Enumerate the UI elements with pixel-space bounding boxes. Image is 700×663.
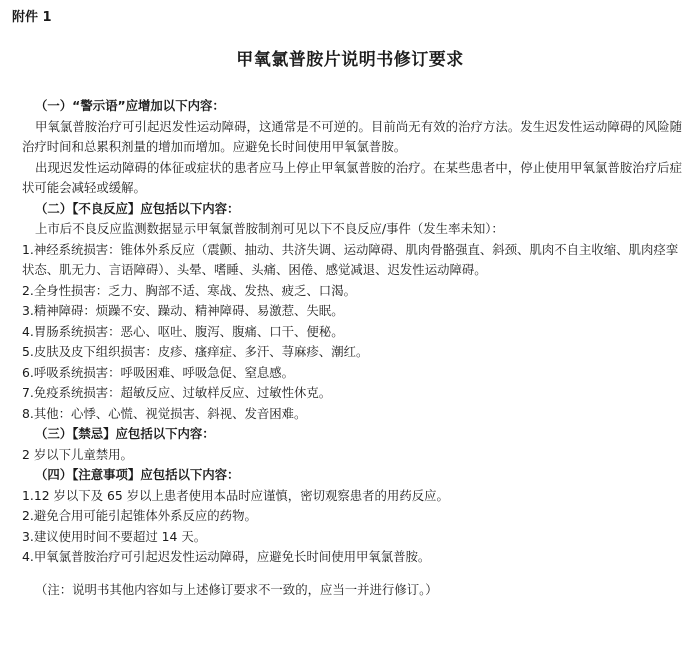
document-title: 甲氧氯普胺片说明书修订要求	[236, 50, 464, 70]
section-heading-contraindications: （三）【禁忌】应包括以下内容：	[35, 426, 215, 441]
adverse-reaction-item: 6.呼吸系统损害：呼吸困难、呼吸急促、窒息感。	[22, 364, 295, 380]
section-heading-precautions: （四）【注意事项】应包括以下内容：	[35, 467, 240, 482]
precaution-item: 4.甲氧氯普胺治疗可引起迟发性运动障碍，应避免长时间使用甲氧氯普胺。	[22, 549, 431, 564]
section-heading-warning: （一）“警示语”应增加以下内容：	[35, 98, 225, 113]
adverse-reaction-item: 7.免疫系统损害：超敏反应、过敏样反应、过敏性休克。	[22, 385, 332, 400]
warning-paragraph: 甲氧氯普胺治疗可引起迟发性运动障碍，这通常是不可逆的。目前尚无有效的治疗方法。发生迟发性运动障碍的风险随治疗时间和总累积剂量的增加而增加。应避免长时间使用甲氧氯普胺。	[22, 118, 682, 154]
contraindication-item: 2 岁以下儿童禁用。	[22, 446, 133, 462]
adverse-reaction-item: 3.精神障碍：烦躁不安、躁动、精神障碍、易激惹、失眠。	[22, 303, 344, 318]
spacer	[22, 568, 682, 580]
adverse-reaction-item: 5.皮肤及皮下组织损害：皮疹、瘙痒症、多汗、荨麻疹、潮红。	[22, 344, 369, 359]
adverse-reaction-item: 2.全身性损害：乏力、胸部不适、寒战、发热、疲乏、口渴。	[22, 282, 356, 298]
attachment-label: 附件 1	[12, 10, 52, 25]
document-body	[22, 96, 682, 600]
footnote: （注：说明书其他内容如与上述修订要求不一致的，应当一并进行修订。）	[35, 581, 438, 597]
adverse-reaction-item: 4.胃肠系统损害：恶心、呕吐、腹泻、腹痛、口干、便秘。	[22, 323, 344, 339]
adverse-reaction-item: 8.其他：心悸、心慌、视觉损害、斜视、发音困难。	[22, 405, 307, 421]
precaution-item: 2.避免合用可能引起锥体外系反应的药物。	[22, 508, 257, 523]
precaution-item: 1.12 岁以下及 65 岁以上患者使用本品时应谨慎，密切观察患者的用药反应。	[22, 487, 449, 503]
adverse-reaction-item: 1.神经系统损害：锥体外系反应（震颤、抽动、共济失调、运动障碍、肌肉骨骼强直、斜颈、肌肉不自主收缩、肌肉痉挛状态、肌无力、言语障碍）、头晕、嗜睡、头痛、困倦、感觉减退、迟发性运动障碍。	[22, 241, 679, 277]
warning-paragraph: 出现迟发性运动障碍的体征或症状的患者应马上停止甲氧氯普胺的治疗。在某些患者中，停止使用甲氧氯普胺治疗后症状可能会减轻或缓解。	[22, 159, 682, 195]
precaution-item: 3.建议使用时间不要超过 14 天。	[22, 528, 207, 544]
section-heading-adverse-reactions: （二）【不良反应】应包括以下内容：	[35, 200, 240, 216]
adverse-reactions-intro: 上市后不良反应监测数据显示甲氧氯普胺制剂可见以下不良反应/事件（发生率未知）：	[35, 221, 504, 236]
